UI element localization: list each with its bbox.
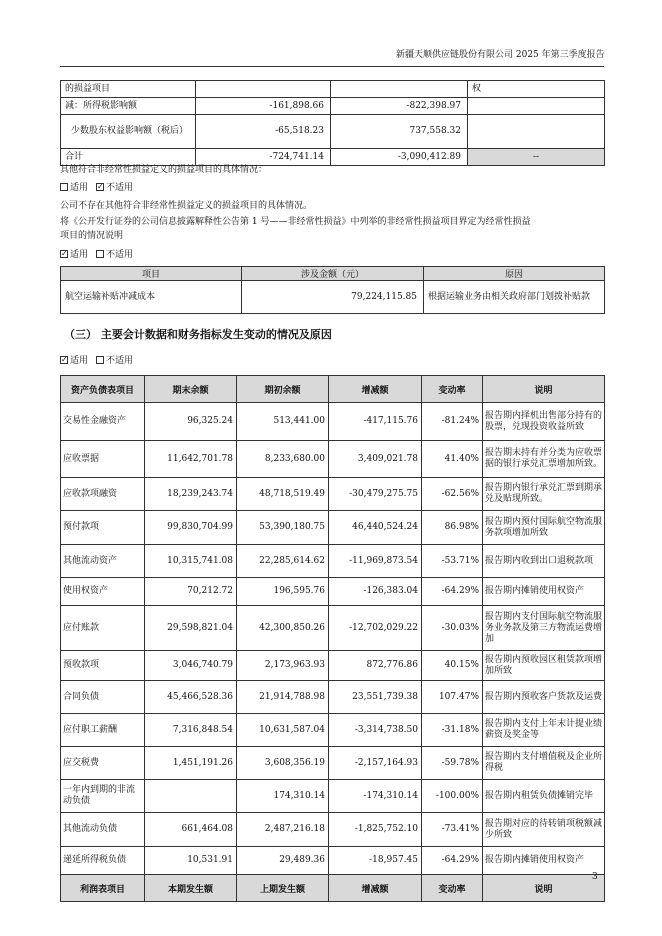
period-begin-balance: 10,631,587.04 bbox=[237, 714, 329, 747]
row-label: 合计 bbox=[61, 149, 196, 166]
table-row bbox=[61, 651, 605, 681]
table-row bbox=[61, 511, 605, 545]
item-cell: 预收款项 bbox=[61, 651, 145, 681]
section-title: （三） 主要会计数据和财务指标发生变动的情况及原因 bbox=[64, 328, 332, 341]
row-label: 的损益项目 bbox=[61, 81, 196, 98]
recurring-classification-table bbox=[60, 266, 605, 314]
change-rate: -81.24% bbox=[422, 403, 483, 441]
table-header-row bbox=[61, 875, 605, 902]
period-end-balance: 45,466,528.36 bbox=[145, 681, 237, 714]
amount-cell: 79,224,115.85 bbox=[242, 281, 424, 314]
change-amount: -30,479,275.75 bbox=[329, 478, 422, 511]
change-amount: -174,310.14 bbox=[329, 780, 422, 813]
item-cell: 合同负债 bbox=[61, 681, 145, 714]
column-header: 变动率 bbox=[422, 376, 483, 403]
header-divider bbox=[60, 66, 604, 67]
item-cell: 其他流动资产 bbox=[61, 545, 145, 578]
explanation: 报告期内支付国际航空物流服务业务款及第三方物流运费增加 bbox=[483, 606, 605, 651]
column-header: 上期发生额 bbox=[237, 875, 329, 902]
table-row bbox=[61, 813, 605, 847]
applicable-checkbox[interactable] bbox=[60, 250, 68, 258]
current-period-value: -161,898.66 bbox=[196, 98, 331, 115]
column-header: 项目 bbox=[61, 267, 242, 281]
table-row bbox=[61, 115, 605, 149]
balance-sheet-changes-table bbox=[60, 375, 605, 902]
change-amount: -417,115.76 bbox=[329, 403, 422, 441]
table-row bbox=[61, 545, 605, 578]
other-items-text: 其他符合非经常性损益定义的损益项目的具体情况： bbox=[60, 165, 268, 175]
period-begin-balance: 2,173,963.93 bbox=[237, 651, 329, 681]
explanation: 报告期对应的待转销项税额减少所致 bbox=[483, 813, 605, 847]
period-begin-balance: 174,310.14 bbox=[237, 780, 329, 813]
period-begin-balance: 2,487,216.18 bbox=[237, 813, 329, 847]
period-end-balance: 70,212.72 bbox=[145, 578, 237, 606]
explain-line-2: 项目的情况说明 bbox=[60, 231, 124, 241]
change-amount: -11,969,873.54 bbox=[329, 545, 422, 578]
period-begin-balance: 8,233,680.00 bbox=[237, 441, 329, 478]
period-end-balance: 29,598,821.04 bbox=[145, 606, 237, 651]
ytd-value: -822,398.97 bbox=[331, 98, 468, 115]
period-end-balance: 18,239,243.74 bbox=[145, 478, 237, 511]
row-note: -- bbox=[468, 149, 605, 166]
table-row bbox=[61, 578, 605, 606]
column-header: 增减额 bbox=[329, 376, 422, 403]
table-row bbox=[61, 98, 605, 115]
applicable-choice-1: 适用✓ 不适用 bbox=[60, 182, 133, 194]
current-period-value bbox=[196, 81, 331, 98]
item-cell: 预付款项 bbox=[61, 511, 145, 545]
column-header: 期末余额 bbox=[145, 376, 237, 403]
change-amount: -3,314,738.50 bbox=[329, 714, 422, 747]
item-cell: 交易性金融资产 bbox=[61, 403, 145, 441]
period-end-balance: 11,642,701.78 bbox=[145, 441, 237, 478]
change-rate: -64.29% bbox=[422, 847, 483, 875]
period-begin-balance: 48,718,519.49 bbox=[237, 478, 329, 511]
change-rate: -53.71% bbox=[422, 545, 483, 578]
explain-line-1: 将《公开发行证券的公司信息披露解释性公告第 1 号——非经常性损益》中列举的非经常性损益项目界定为经常性损益 bbox=[60, 217, 531, 227]
explanation: 报告期末持有并分类为应收票据的银行承兑汇票增加所致。 bbox=[483, 441, 605, 478]
column-header: 利润表项目 bbox=[61, 875, 145, 902]
column-header: 涉及金额（元） bbox=[242, 267, 424, 281]
not-applicable-checkbox[interactable] bbox=[96, 356, 104, 364]
table-row bbox=[61, 714, 605, 747]
row-label: 少数股东权益影响额（税后） bbox=[61, 115, 196, 149]
explanation: 报告期内摊销使用权资产 bbox=[483, 578, 605, 606]
change-amount: 46,440,524.24 bbox=[329, 511, 422, 545]
not-applicable-checkbox[interactable] bbox=[96, 250, 104, 258]
applicable-choice-2: ✓适用 不适用 bbox=[60, 249, 133, 261]
change-rate: -30.03% bbox=[422, 606, 483, 651]
page-number: 3 bbox=[592, 872, 598, 882]
period-end-balance: 3,046,740.79 bbox=[145, 651, 237, 681]
item-cell: 其他流动负债 bbox=[61, 813, 145, 847]
table-row bbox=[61, 281, 605, 314]
table-row bbox=[61, 81, 605, 98]
nonrecurring-items-table-tail bbox=[60, 80, 605, 166]
current-period-value: -724,741.14 bbox=[196, 149, 331, 166]
change-rate: 41.40% bbox=[422, 441, 483, 478]
applicable-choice-3: ✓适用 不适用 bbox=[60, 355, 133, 367]
change-amount: -1,825,752.10 bbox=[329, 813, 422, 847]
period-end-balance bbox=[145, 780, 237, 813]
change-amount: -12,702,029.22 bbox=[329, 606, 422, 651]
period-end-balance: 7,316,848.54 bbox=[145, 714, 237, 747]
explanation: 报告期内择机出售部分持有的股票，兑现投资收益所致 bbox=[483, 403, 605, 441]
table-row bbox=[61, 780, 605, 813]
change-rate: -64.29% bbox=[422, 578, 483, 606]
table-row bbox=[61, 149, 605, 166]
explanation: 报告期内支付上年末计提业绩薪资及奖金等 bbox=[483, 714, 605, 747]
not-applicable-checkbox[interactable] bbox=[96, 183, 104, 191]
applicable-checkbox[interactable] bbox=[60, 183, 68, 191]
table-row bbox=[61, 478, 605, 511]
change-rate: 107.47% bbox=[422, 681, 483, 714]
table-row bbox=[61, 847, 605, 875]
period-end-balance: 10,315,741.08 bbox=[145, 545, 237, 578]
column-header: 资产负债表项目 bbox=[61, 376, 145, 403]
change-rate: -62.56% bbox=[422, 478, 483, 511]
explanation: 报告期内预收园区租赁款项增加所致 bbox=[483, 651, 605, 681]
item-cell: 应交税费 bbox=[61, 747, 145, 780]
table-header-row bbox=[61, 267, 605, 281]
table-header-row bbox=[61, 376, 605, 403]
change-amount: -126,383.04 bbox=[329, 578, 422, 606]
period-begin-balance: 22,285,614.62 bbox=[237, 545, 329, 578]
table-row bbox=[61, 441, 605, 478]
item-cell: 递延所得税负债 bbox=[61, 847, 145, 875]
period-end-balance: 10,531.91 bbox=[145, 847, 237, 875]
period-end-balance: 1,451,191.26 bbox=[145, 747, 237, 780]
item-cell: 应收款项融资 bbox=[61, 478, 145, 511]
change-rate: -59.78% bbox=[422, 747, 483, 780]
item-cell: 应收票据 bbox=[61, 441, 145, 478]
explanation: 报告期内银行承兑汇票到期承兑及贴现所致。 bbox=[483, 478, 605, 511]
item-cell: 应付职工薪酬 bbox=[61, 714, 145, 747]
period-begin-balance: 53,390,180.75 bbox=[237, 511, 329, 545]
period-end-balance: 96,325.24 bbox=[145, 403, 237, 441]
change-amount: 872,776.86 bbox=[329, 651, 422, 681]
change-amount: -18,957.45 bbox=[329, 847, 422, 875]
period-begin-balance: 42,300,850.26 bbox=[237, 606, 329, 651]
change-rate: -100.00% bbox=[422, 780, 483, 813]
period-begin-balance: 29,489.36 bbox=[237, 847, 329, 875]
column-header: 期初余额 bbox=[237, 376, 329, 403]
reason-cell: 根据运输业务由相关政府部门划拨补贴款 bbox=[424, 281, 605, 314]
column-header: 说明 bbox=[483, 376, 605, 403]
row-note bbox=[468, 98, 605, 115]
period-end-balance: 661,464.08 bbox=[145, 813, 237, 847]
column-header: 变动率 bbox=[422, 875, 483, 902]
explanation: 报告期内收到出口退税款项 bbox=[483, 545, 605, 578]
change-rate: 86.98% bbox=[422, 511, 483, 545]
period-end-balance: 99,830,704.99 bbox=[145, 511, 237, 545]
period-begin-balance: 196,595.76 bbox=[237, 578, 329, 606]
explanation: 报告期内租赁负债摊销完毕 bbox=[483, 780, 605, 813]
change-rate: -73.41% bbox=[422, 813, 483, 847]
item-cell: 使用权资产 bbox=[61, 578, 145, 606]
explanation: 报告期内预收客户货款及运费 bbox=[483, 681, 605, 714]
change-amount: -2,157,164.93 bbox=[329, 747, 422, 780]
current-period-value: -65,518.23 bbox=[196, 115, 331, 149]
explanation: 报告期内预付国际航空物流服务款项增加所致 bbox=[483, 511, 605, 545]
change-amount: 3,409,021.78 bbox=[329, 441, 422, 478]
page-header: 新疆天顺供应链股份有限公司 2025 年第三季度报告 bbox=[396, 50, 605, 60]
column-header: 增减额 bbox=[329, 875, 422, 902]
row-note: 权 bbox=[468, 81, 605, 98]
row-note bbox=[468, 115, 605, 149]
ytd-value: -3,090,412.89 bbox=[331, 149, 468, 166]
explanation: 报告期内摊销使用权资产 bbox=[483, 847, 605, 875]
explanation: 报告期内支付增值税及企业所得税 bbox=[483, 747, 605, 780]
table-row bbox=[61, 403, 605, 441]
item-cell: 一年内到期的非流动负债 bbox=[61, 780, 145, 813]
period-begin-balance: 21,914,788.98 bbox=[237, 681, 329, 714]
table-row bbox=[61, 606, 605, 651]
item-cell: 航空运输补贴冲减成本 bbox=[61, 281, 242, 314]
table-row bbox=[61, 681, 605, 714]
table-row bbox=[61, 747, 605, 780]
column-header: 本期发生额 bbox=[145, 875, 237, 902]
ytd-value: 737,558.32 bbox=[331, 115, 468, 149]
applicable-checkbox[interactable] bbox=[60, 356, 68, 364]
column-header: 原因 bbox=[424, 267, 605, 281]
change-rate: -31.18% bbox=[422, 714, 483, 747]
period-begin-balance: 3,608,356.19 bbox=[237, 747, 329, 780]
column-header: 说明 bbox=[483, 875, 605, 902]
change-amount: 23,551,739.38 bbox=[329, 681, 422, 714]
change-rate: 40.15% bbox=[422, 651, 483, 681]
no-other-items-text: 公司不存在其他符合非经常性损益定义的损益项目的具体情况。 bbox=[60, 201, 313, 211]
item-cell: 应付账款 bbox=[61, 606, 145, 651]
row-label: 减：所得税影响额 bbox=[61, 98, 196, 115]
period-begin-balance: 513,441.00 bbox=[237, 403, 329, 441]
ytd-value bbox=[331, 81, 468, 98]
